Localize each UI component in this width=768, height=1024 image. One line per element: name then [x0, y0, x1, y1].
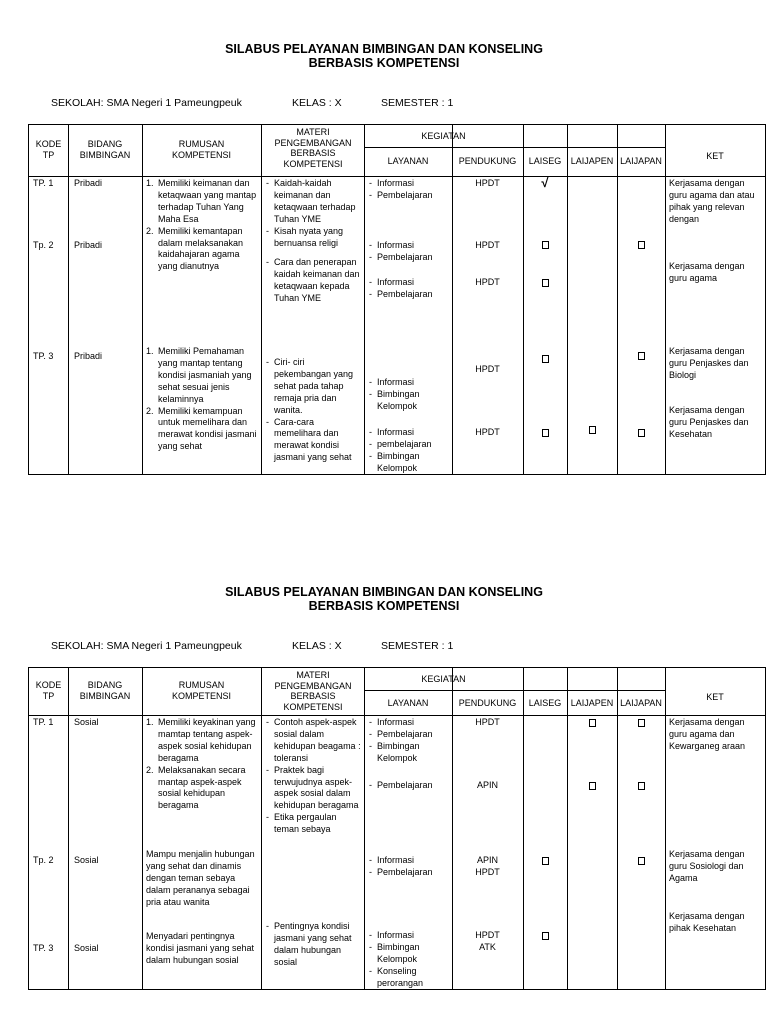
header-laijapan: LAIJAPAN: [620, 156, 662, 166]
list-item: - Pembelajaran: [368, 867, 450, 879]
kode-cell: Tp. 2: [33, 240, 54, 250]
list-item: - Pentingnya kondisi jasmani yang sehat dalam hubungan sosial: [265, 921, 363, 969]
header-kegiatan: KEGIATAN: [421, 131, 466, 141]
header-materi: MATERI PENGEMBANGAN BERBASIS KOMPETENSI: [274, 670, 352, 712]
list-item: - Konseling perorangan: [368, 966, 450, 990]
bidang-cell: Pribadi: [74, 351, 103, 361]
checkbox-mark: [617, 719, 665, 731]
rumusan-list: [146, 346, 258, 453]
check-mark: √: [541, 175, 549, 190]
header-bidang: BIDANG BIMBINGAN: [79, 680, 131, 701]
list-item: 2. Memiliki kemampuan untuk memelihara dan merawat kondisi jasmani yang sehat: [146, 405, 257, 452]
list-item: - Pembelajaran: [368, 252, 450, 264]
checkbox-mark: [617, 782, 665, 794]
sekolah-label: SEKOLAH: SMA Negeri 1 Pameungpeuk: [51, 640, 242, 652]
checkbox-mark: [523, 429, 567, 441]
list-item: 1. Memiliki keimanan dan ketaqwaan yang mantap terhadap Tuhan Yang Maha Esa: [146, 178, 257, 224]
header-ket: KET: [706, 151, 724, 161]
layanan-list: [368, 855, 450, 879]
sekolah-label: SEKOLAH: SMA Negeri 1 Pameungpeuk: [51, 97, 242, 109]
kode-cell: TP. 1: [33, 178, 54, 188]
header-pendukung: PENDUKUNG: [458, 156, 517, 166]
header-laijapan: LAIJAPAN: [620, 698, 662, 708]
page-subtitle: BERBASIS KOMPETENSI: [308, 599, 460, 613]
bidang-cell: Sosial: [74, 855, 99, 865]
header-kode: KODE TP: [35, 680, 62, 701]
list-item: 1. Memiliki Pemahaman yang mantap tentang kondisi jasmaniah yang sehat sesuai jenis kelaminnya: [146, 346, 252, 404]
bidang-cell: Pribadi: [74, 240, 103, 250]
checkbox-mark: [523, 857, 567, 869]
header-laijapen: LAIJAPEN: [570, 698, 614, 708]
list-item: - Informasi: [368, 240, 450, 252]
header-layanan: LAYANAN: [387, 156, 429, 166]
list-item: - Informasi: [368, 277, 450, 289]
list-item: 2. Melaksanakan secara mantap aspek-aspek sosial kehidupan beragama: [146, 764, 246, 811]
header-rumusan: RUMUSAN KOMPETENSI: [171, 139, 231, 160]
header-ket: KET: [706, 692, 724, 702]
list-item: - Pembelajaran: [368, 190, 450, 202]
checkbox-mark: [617, 352, 665, 364]
header-laijapen: LAIJAPEN: [570, 156, 614, 166]
layanan-list: [368, 377, 450, 413]
ket-cell: Kerjasama dengan guru agama dan atau pihak yang relevan dengan: [669, 178, 755, 224]
layanan-list: [368, 427, 450, 475]
list-item: - Bimbingan Kelompok: [368, 389, 450, 413]
page-title: SILABUS PELAYANAN BIMBINGAN DAN KONSELING: [225, 585, 543, 599]
layanan-list: [368, 277, 450, 301]
checkbox-mark: [567, 426, 617, 438]
rumusan-cell: Menyadari pentingnya kondisi jasmani yang sehat dalam hubungan sosial: [146, 931, 255, 965]
header-kode: KODE TP: [35, 139, 62, 160]
list-item: - Bimbingan Kelompok: [368, 451, 450, 475]
ket-cell: Kerjasama dengan pihak Kesehatan: [669, 911, 745, 933]
kode-cell: TP. 1: [33, 717, 54, 727]
list-item: - Informasi: [368, 178, 450, 190]
ket-cell: Kerjasama dengan guru agama dan Kewarganeg araan: [669, 717, 746, 751]
materi-list: [265, 717, 363, 836]
header-rumusan: RUMUSAN KOMPETENSI: [171, 680, 231, 701]
rumusan-list: [146, 717, 258, 812]
semester-label: SEMESTER : 1: [381, 97, 454, 109]
checkbox-mark: [617, 241, 665, 253]
list-item: - pembelajaran: [368, 439, 450, 451]
ket-cell: Kerjasama dengan guru agama: [669, 261, 745, 283]
list-item: - Pembelajaran: [368, 780, 450, 792]
kode-cell: TP. 3: [33, 351, 54, 361]
list-item: - Kaidah-kaidah keimanan dan ketaqwaan terhadap Tuhan YME: [265, 178, 363, 226]
rumusan-cell: Mampu menjalin hubungan yang sehat dan dinamis dengan teman sebaya dalam perananya sebagai pria atau wanita: [146, 849, 255, 907]
materi-list: [265, 178, 363, 305]
page-subtitle: BERBASIS KOMPETENSI: [308, 56, 460, 70]
list-item: - Contoh aspek-aspek sosial dalam kehidupan beagama : toleransi: [265, 717, 363, 765]
checkbox-mark: [523, 932, 567, 944]
layanan-list: [368, 240, 450, 264]
pendukung-cell: HPDT: [475, 277, 500, 287]
header-laiseg: LAISEG: [528, 698, 562, 708]
layanan-list: [368, 717, 450, 765]
pendukung-cell: HPDT: [475, 240, 500, 250]
checkbox-mark: [523, 241, 567, 253]
page-title: SILABUS PELAYANAN BIMBINGAN DAN KONSELING: [225, 42, 543, 56]
checkbox-mark: [567, 719, 617, 731]
header-layanan: LAYANAN: [387, 698, 429, 708]
pendukung-cell: HPDT: [475, 364, 500, 374]
silabus-table: [28, 124, 766, 475]
list-item: - Informasi: [368, 717, 450, 729]
kelas-label: KELAS : X: [292, 640, 342, 652]
layanan-list: [368, 780, 450, 792]
checkbox-mark: [617, 857, 665, 869]
kelas-label: KELAS : X: [292, 97, 342, 109]
layanan-list: [368, 178, 450, 202]
semester-label: SEMESTER : 1: [381, 640, 454, 652]
kode-cell: Tp. 2: [33, 855, 54, 865]
header-pendukung: PENDUKUNG: [458, 698, 517, 708]
list-item: - Informasi: [368, 377, 450, 389]
header-bidang: BIDANG BIMBINGAN: [79, 139, 131, 160]
list-item: - Cara dan penerapan kaidah keimanan dan ketaqwaan kepada Tuhan YME: [265, 257, 363, 305]
pendukung-cell: HPDT ATK: [475, 930, 500, 952]
list-item: - Informasi: [368, 427, 450, 439]
list-item: - Praktek bagi terwujudnya aspek-aspek sosial dalam kehidupan beragama: [265, 765, 363, 813]
checkbox-mark: [523, 355, 567, 367]
kode-cell: TP. 3: [33, 943, 54, 953]
layanan-list: [368, 930, 450, 990]
checkbox-mark: [523, 279, 567, 291]
checkbox-mark: [567, 782, 617, 794]
header-materi: MATERI PENGEMBANGAN BERBASIS KOMPETENSI: [274, 127, 352, 169]
list-item: - Bimbingan Kelompok: [368, 942, 450, 966]
pendukung-cell: HPDT: [475, 178, 500, 188]
bidang-cell: Sosial: [74, 943, 99, 953]
list-item: - Pembelajaran: [368, 289, 450, 301]
materi-list: [265, 921, 363, 969]
list-item: 1. Memiliki keyakinan yang mamtap tentang aspek-aspek sosial kehidupan beragama: [146, 717, 256, 763]
pendukung-cell: APIN: [476, 780, 498, 790]
checkbox-mark: [617, 429, 665, 441]
bidang-cell: Sosial: [74, 717, 99, 727]
rumusan-list: [146, 178, 258, 273]
list-item: - Bimbingan Kelompok: [368, 741, 450, 765]
ket-cell: Kerjasama dengan guru Penjaskes dan Kesehatan: [669, 405, 749, 439]
ket-cell: Kerjasama dengan guru Sosiologi dan Agama: [669, 849, 745, 883]
list-item: - Pembelajaran: [368, 729, 450, 741]
header-laiseg: LAISEG: [528, 156, 562, 166]
silabus-table: [28, 667, 766, 990]
pendukung-cell: HPDT: [475, 427, 500, 437]
list-item: - Ciri- ciri pekembangan yang sehat pada tahap remaja pria dan wanita.: [265, 357, 363, 417]
header-kegiatan: KEGIATAN: [421, 674, 466, 684]
pendukung-cell: HPDT: [475, 717, 500, 727]
list-item: - Informasi: [368, 855, 450, 867]
pendukung-cell: APIN HPDT: [475, 855, 500, 877]
list-item: - Etika pergaulan teman sebaya: [265, 812, 363, 836]
ket-cell: Kerjasama dengan guru Penjaskes dan Biologi: [669, 346, 749, 380]
bidang-cell: Pribadi: [74, 178, 103, 188]
list-item: - Cara-cara memelihara dan merawat kondisi jasmani yang sehat: [265, 417, 363, 465]
materi-list: [265, 357, 363, 464]
list-item: - Informasi: [368, 930, 450, 942]
list-item: 2. Memiliki kemantapan dalam melaksanakan kaidahajaran agama yang dianutnya: [146, 225, 244, 272]
list-item: - Kisah nyata yang bernuansa religi: [265, 226, 363, 250]
